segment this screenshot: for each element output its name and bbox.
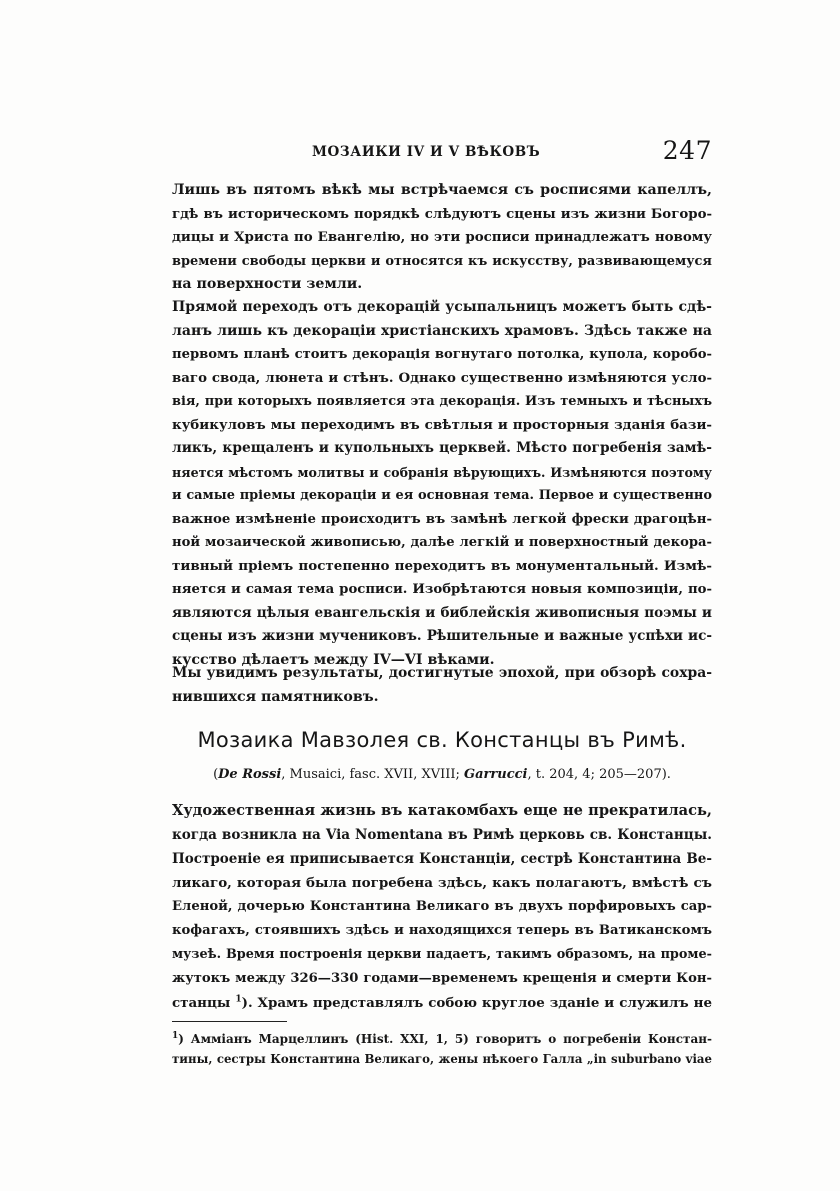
text-line: вія, при которыхъ появляется эта декорація. Изъ темныхъ и тѣсныхъ <box>172 394 712 409</box>
source-open: ( <box>213 767 219 782</box>
text-fragment: станцы <box>172 995 231 1011</box>
text-line: няется мѣстомъ молитвы и собранія вѣрующихъ. Измѣняются поэтому <box>172 464 712 480</box>
text-line: на поверхности земли. <box>172 276 363 292</box>
text-line-with-note <box>172 991 712 1015</box>
text-line: ваго свода, люнета и стѣнъ. Однако существенно измѣняются усло- <box>172 369 712 386</box>
text-line: няется и самая тема росписи. Изобрѣтаются новыя композиціи, по- <box>172 582 712 597</box>
text-line: кофагахъ, стоявшихъ здѣсь и находящихся теперь въ Ватиканскомъ <box>172 923 712 938</box>
source-author-1: De Rossi <box>218 767 282 782</box>
text-line: кубикуловъ мы переходимъ въ свѣтлыя и просторныя зданія бази- <box>172 416 712 433</box>
text-line: и самые пріемы декораціи и ея основная тема. Первое и существенно <box>172 488 712 503</box>
footnote-marker: 1 <box>172 1031 179 1041</box>
section-title: Мозаика Мавзолея св. Констанцы въ Римѣ. <box>197 728 687 752</box>
text-line: времени свободы церкви и относятся къ искусству, развивающемуся <box>172 253 712 269</box>
footnote-divider <box>172 1021 287 1022</box>
text-line: Мы увидимъ результаты, достигнутые эпохой, при обзорѣ сохра- <box>172 665 712 681</box>
footnote-line: тины, сестры Константина Великаго, жены нѣкоего Галла „in suburbano viae <box>172 1052 712 1066</box>
text-line: тивный пріемъ постепенно переходитъ въ монументальный. Измѣ- <box>172 557 712 574</box>
text-line: ной мозаической живописью, далѣе легкій и поверхностный декора- <box>172 535 712 550</box>
paragraph-3 <box>172 662 712 709</box>
running-title: МОЗАИКИ IV И V ВѢКОВЪ <box>312 144 541 160</box>
text-line: ланъ лишь къ декораціи христіанскихъ храмовъ. Здѣсь также на <box>172 322 712 339</box>
page-number: 247 <box>662 136 712 165</box>
text-line: Художественная жизнь въ катакомбахъ еще не прекратилась, <box>172 802 712 819</box>
source-author-2: Garrucci <box>464 767 528 782</box>
text-line: важное измѣненіе происходитъ въ замѣнѣ легкой фрески драгоцѣн- <box>172 511 712 527</box>
paragraph-4 <box>172 799 712 1015</box>
footnote-text: ) Аммiанъ Марцеллинъ (Hist. XXI, 1, 5) говоритъ о погребенiи Констан- <box>178 1032 712 1046</box>
text-line: являются цѣлыя евангельскія и библейскія живописныя поэмы и <box>172 604 712 621</box>
page-header <box>172 136 712 170</box>
paragraph-2 <box>172 296 712 672</box>
footnote-line <box>172 1029 712 1049</box>
source-ref-1: , Musaici, fasc. XVII, XVIII; <box>281 767 465 782</box>
text-line: гдѣ въ историческомъ порядкѣ слѣдуютъ сцены изъ жизни Богоро- <box>172 205 712 222</box>
footnote-reference: 1 <box>235 994 242 1005</box>
text-line: нившихся памятниковъ. <box>172 688 379 705</box>
text-line: ликаго, которая была погребена здѣсь, какъ полагаютъ, вмѣстѣ съ <box>172 875 712 891</box>
text-line: Построеніе ея приписывается Констанціи, сестрѣ Константина Ве- <box>172 851 712 867</box>
text-line: дицы и Христа по Евангелію, но эти росписи принадлежатъ новому <box>172 229 712 245</box>
text-line: кусство дѣлаетъ между IV—VI вѣками. <box>172 651 495 668</box>
text-line: Еленой, дочерью Константина Великаго въ двухъ порфировыхъ сар- <box>172 899 712 914</box>
text-line: первомъ планѣ стоитъ декорація вогнутаго потолка, купола, коробо- <box>172 347 712 362</box>
source-reference <box>172 767 712 782</box>
footnote <box>172 1029 712 1069</box>
paragraph-1 <box>172 179 712 297</box>
text-line: когда возникла на Via Nomentana въ Римѣ церковь св. Констанцы. <box>172 827 712 843</box>
text-line: Лишь въ пятомъ вѣкѣ мы встрѣчаемся съ росписями капеллъ, <box>172 182 712 198</box>
text-line: Прямой переходъ отъ декорацій усыпальницъ можетъ быть сдѣ- <box>172 299 712 315</box>
text-line: жутокъ между 326—330 годами—временемъ крещенія и смерти Кон- <box>172 971 712 986</box>
text-line: ликъ, крещаленъ и купольныхъ церквей. Мѣсто погребенія замѣ- <box>172 440 712 456</box>
text-line: сцены изъ жизни мучениковъ. Рѣшительные и важные успѣхи ис- <box>172 628 712 644</box>
text-line: музеѣ. Время построенія церкви падаетъ, такимъ образомъ, на проме- <box>172 947 712 962</box>
text-fragment: ). Храмъ представлялъ собою круглое зданіе и служилъ не <box>241 995 712 1011</box>
source-ref-2: , t. 204, 4; 205—207). <box>527 767 671 782</box>
